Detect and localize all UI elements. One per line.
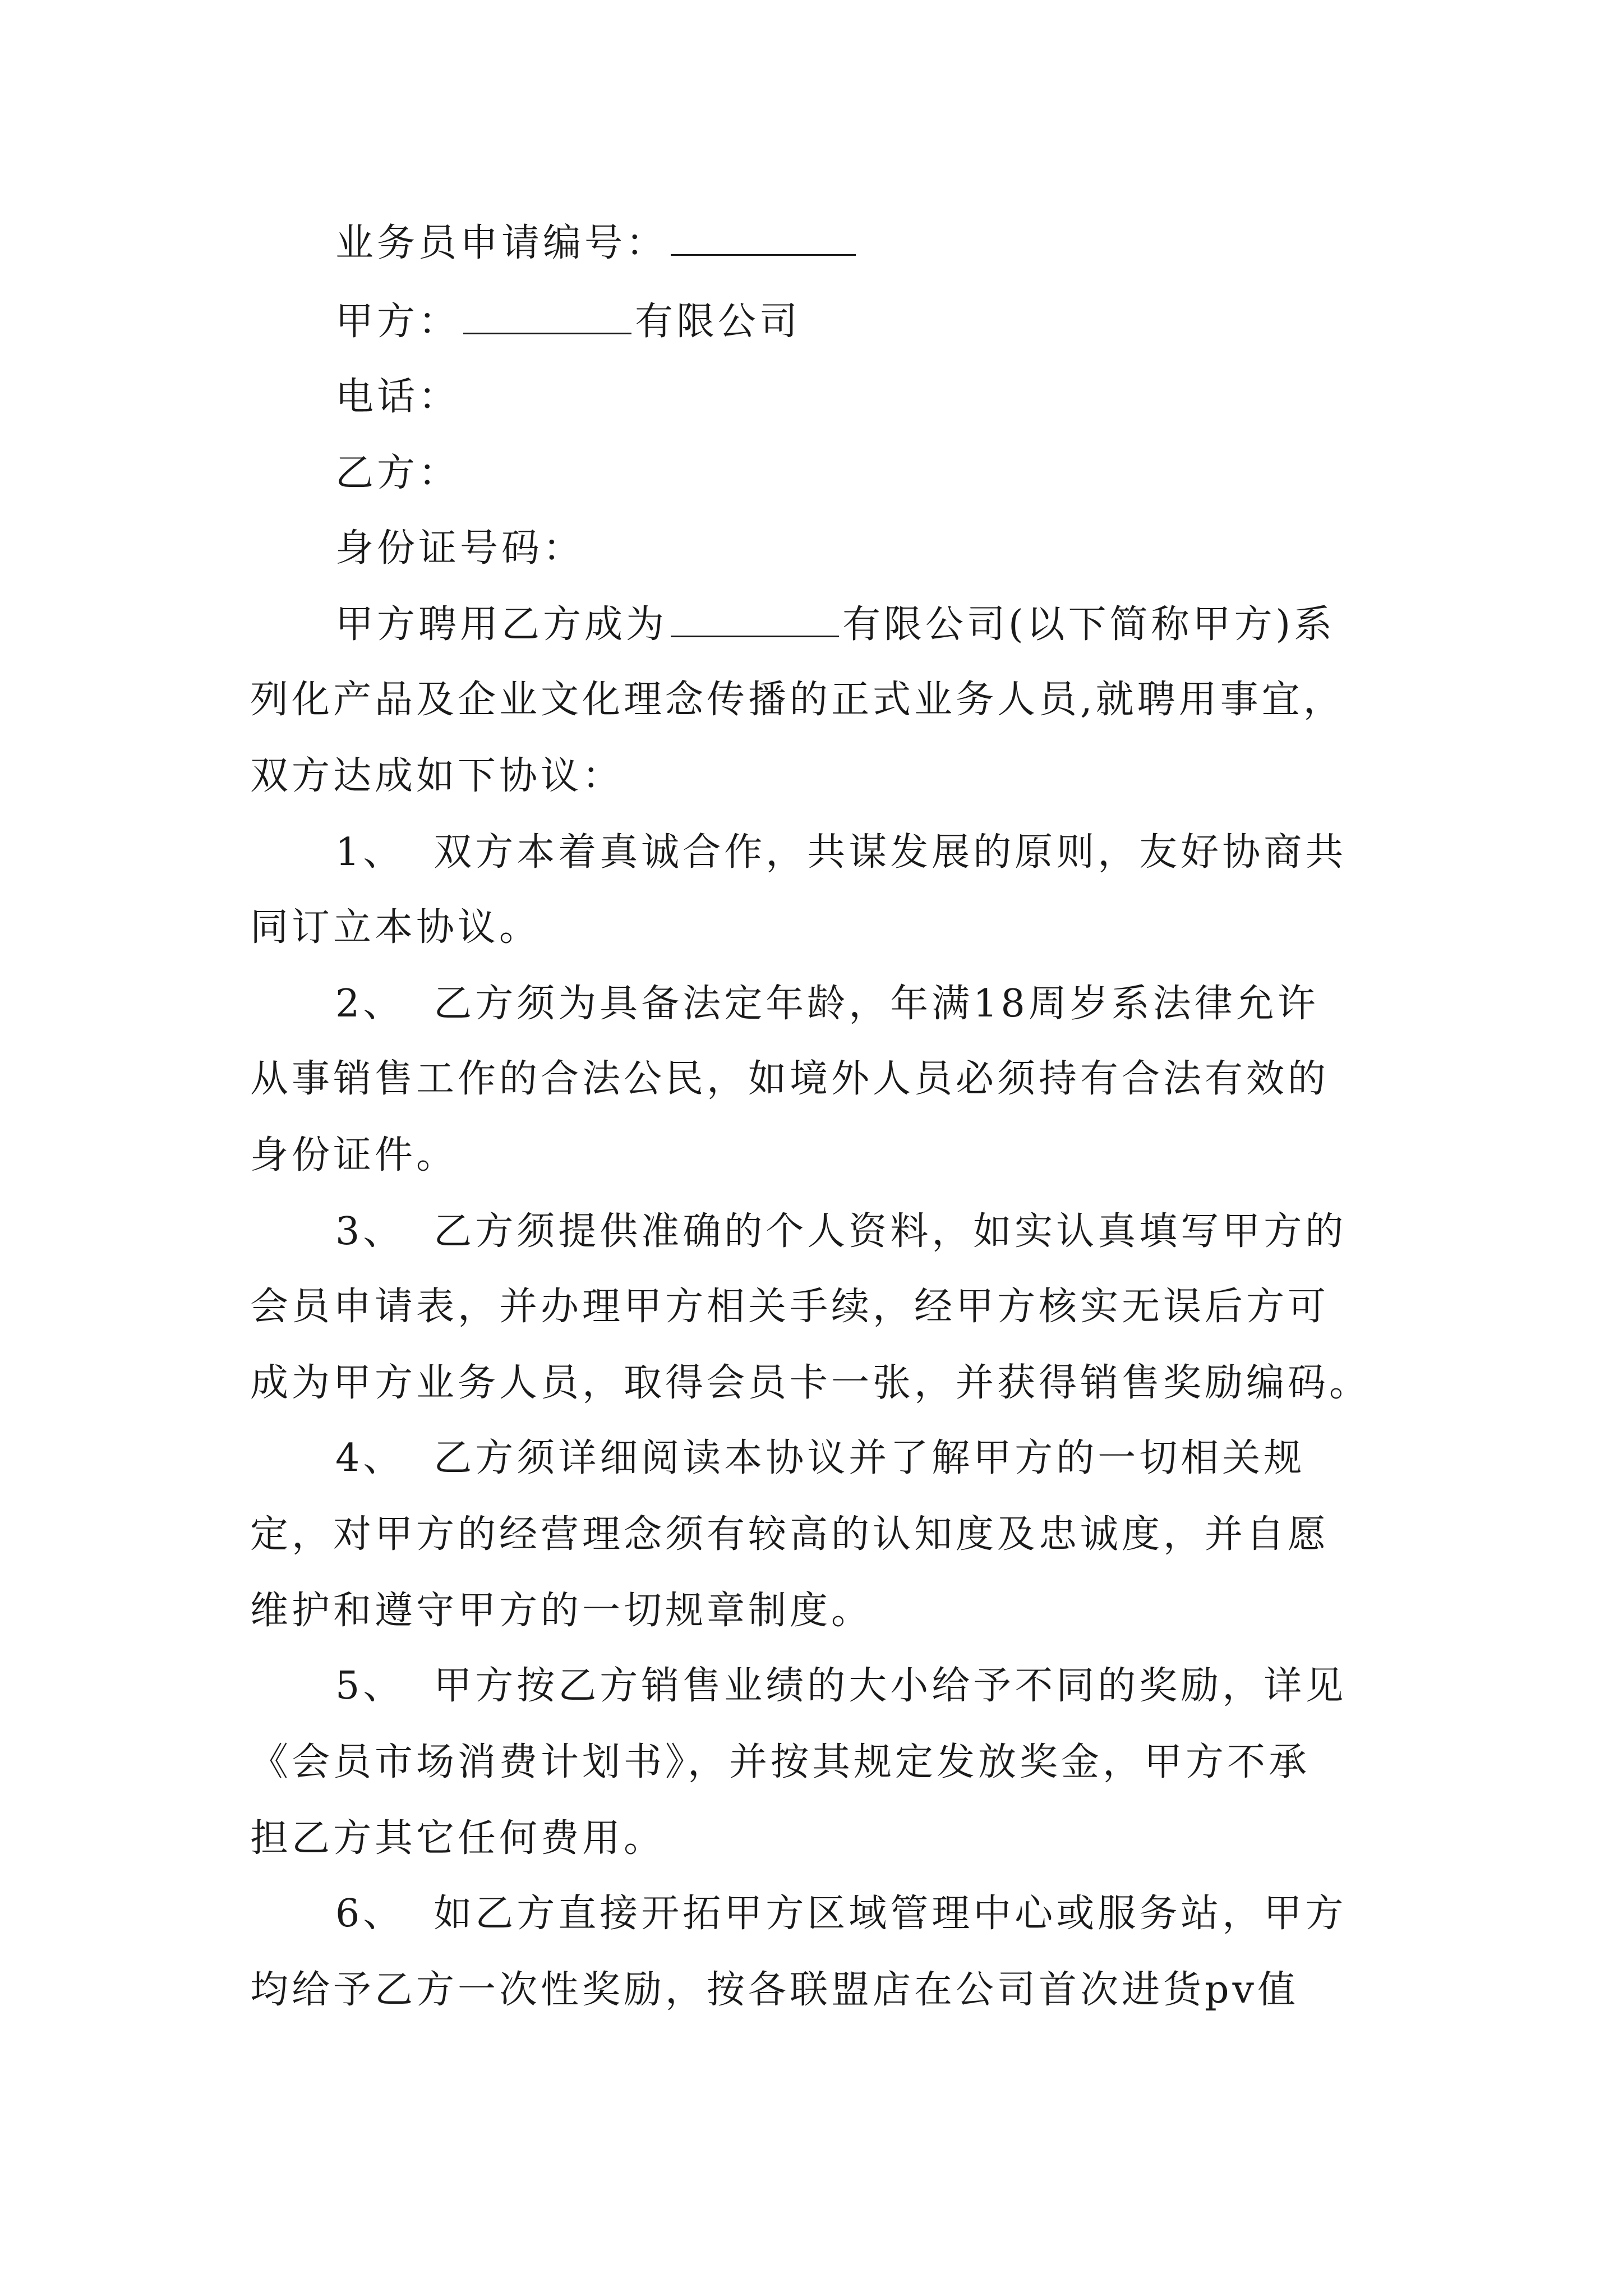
clause-4-line-3: 维护和遵守甲方的一切规章制度。 xyxy=(250,1589,873,1633)
intro-line-2: 列化产品及企业文化理念传播的正式业务人员,就聘用事宜， xyxy=(250,678,1345,722)
clause-3-line-3: 成为甲方业务人员，取得会员卡一张，并获得销售奖励编码。 xyxy=(250,1361,1371,1405)
clause-4-number: 4、 xyxy=(335,1436,405,1480)
clause-4-line-1 xyxy=(335,1434,1474,1483)
clause-6-line-2: 均给予乙方一次性奖励，按各联盟店在公司首次进货pv值 xyxy=(250,1968,1299,2012)
clause-3-number: 3、 xyxy=(335,1209,405,1254)
company-name-blank xyxy=(671,602,839,637)
intro-text-part1: 甲方聘用乙方成为 xyxy=(335,602,668,647)
clause-6-number: 6、 xyxy=(335,1892,405,1936)
clause-5-line-3: 担乙方其它任何费用。 xyxy=(250,1816,666,1861)
clause-2-line-1 xyxy=(335,979,1474,1029)
clause-4-line-2: 定，对甲方的经营理念须有较高的认知度及忠诚度，并自愿 xyxy=(250,1512,1330,1557)
clause-5-text: 甲方按乙方销售业绩的大小给予不同的奖励，详见 xyxy=(434,1664,1347,1708)
phone-field xyxy=(335,372,1474,422)
intro-line-1 xyxy=(335,600,1474,650)
clause-2-number: 2、 xyxy=(335,982,405,1026)
party-b-label: 乙方： xyxy=(335,451,460,495)
phone-label: 电话： xyxy=(335,375,460,419)
clause-1-line-2: 同订立本协议。 xyxy=(250,905,541,950)
clause-5-number: 5、 xyxy=(335,1664,405,1708)
intro-line-3: 双方达成如下协议： xyxy=(250,754,624,798)
party-b-field xyxy=(335,449,1474,498)
application-number-blank xyxy=(671,220,856,256)
party-a-blank xyxy=(463,299,631,334)
clause-2-line-3: 身份证件。 xyxy=(250,1133,458,1177)
clause-3-line-1 xyxy=(335,1207,1474,1257)
clause-3-line-2: 会员申请表，并办理甲方相关手续，经甲方核实无误后方可 xyxy=(250,1285,1330,1329)
clause-3-text: 乙方须提供准确的个人资料，如实认真填写甲方的 xyxy=(434,1209,1347,1254)
clause-5-line-1 xyxy=(335,1662,1474,1711)
clause-1-line-1 xyxy=(335,828,1474,877)
clause-2-line-2: 从事销售工作的合法公民，如境外人员必须持有合法有效的 xyxy=(250,1057,1330,1101)
clause-6-line-1 xyxy=(335,1889,1474,1939)
clause-2-text: 乙方须为具备法定年龄，年满18周岁系法律允许 xyxy=(434,982,1319,1026)
party-a-suffix: 有限公司 xyxy=(635,300,801,344)
application-number-label: 业务员申请编号： xyxy=(335,221,668,265)
id-number-label: 身份证号码： xyxy=(335,526,585,570)
application-number-field xyxy=(335,219,1474,268)
clause-6-text: 如乙方直接开拓甲方区域管理中心或服务站，甲方 xyxy=(434,1892,1347,1936)
intro-text-part2: 有限公司(以下简称甲方)系 xyxy=(842,602,1336,647)
party-a-field xyxy=(335,297,1474,347)
party-a-label: 甲方： xyxy=(335,300,460,344)
clause-1-text: 双方本着真诚合作，共谋发展的原则，友好协商共 xyxy=(434,830,1347,875)
clause-5-line-2: 《会员市场消费计划书》，并按其规定发放奖金，甲方不承 xyxy=(250,1740,1311,1784)
clause-1-number: 1、 xyxy=(335,830,405,875)
clause-4-text: 乙方须详细阅读本协议并了解甲方的一切相关规 xyxy=(434,1436,1306,1480)
id-number-field xyxy=(335,524,1474,573)
